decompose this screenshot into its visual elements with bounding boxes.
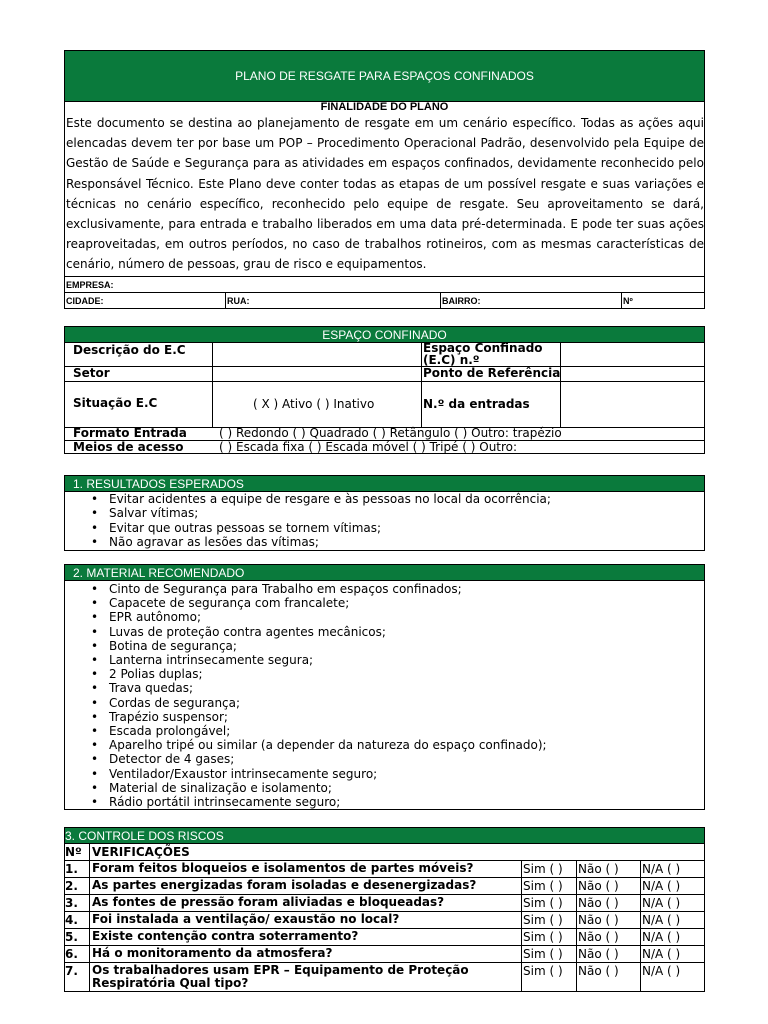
- sim-checkbox[interactable]: Sim ( ): [523, 913, 563, 927]
- nao-checkbox[interactable]: Não ( ): [578, 913, 619, 927]
- sim-checkbox[interactable]: Sim ( ): [523, 896, 563, 910]
- list-item: • Trava quedas;: [65, 681, 704, 695]
- list-item: • Escada prolongável;: [65, 724, 704, 738]
- section2-heading: 2. MATERIAL RECOMENDADO: [64, 564, 705, 581]
- na-checkbox[interactable]: N/A ( ): [642, 930, 681, 944]
- meios-options[interactable]: ( ) Escada fixa ( ) Escada móvel ( ) Tripé ( ) Outro:: [219, 440, 518, 454]
- table-row: [65, 912, 704, 929]
- na-checkbox[interactable]: N/A ( ): [642, 913, 681, 927]
- meios-label: Meios de acesso: [73, 440, 184, 454]
- nao-checkbox[interactable]: Não ( ): [578, 879, 619, 893]
- formato-options[interactable]: ( ) Redondo ( ) Quadrado ( ) Retângulo ( ) Outro: trapézio: [219, 426, 562, 440]
- espaco-numero-label: Espaço Confinado (E.C) n.º: [423, 341, 543, 367]
- purpose-text: Este documento se destina ao planejamento de resgate em um cenário específico. Todas as ações aqui elencadas devem ter por base um POP – Procedimento Operacional Padrão, desenvolvido pela Equipe de Gestão de Saúde e Segurança para as atividades em espaços confinados, devidamente reconhecido pelo Responsável Técnico. Este Plano deve conter todas as etapas de um possível resgate e suas variações e técnicas no cenário específico, reconhecido pelo equipe de resgate. Seu aproveitamento se dará, exclusivamente, para entrada e trabalho liberados em uma data pré-determinada. E pode ter suas ações reaproveitadas, em outros períodos, no caso de trabalhos rotineiros, com as mesmas características de cenário, número de pessoas, grau de risco e equipamentos.: [66, 116, 704, 272]
- table-row: [65, 861, 704, 878]
- verification-text: As fontes de pressão foram aliviadas e bloqueadas?: [92, 895, 445, 909]
- table-row: [65, 878, 704, 895]
- list-item: • Aparelho tripé ou similar (a depender da natureza do espaço confinado);: [65, 738, 704, 752]
- list-item: • Detector de 4 gases;: [65, 752, 704, 766]
- descricao-label: Descrição do E.C: [73, 343, 186, 357]
- list-item: • Evitar acidentes a equipe de resgare e às pessoas no local da ocorrência;: [65, 492, 704, 506]
- list-item: • Material de sinalização e isolamento;: [65, 781, 704, 795]
- table-header-row: [65, 844, 704, 861]
- section3-heading: 3. CONTROLE DOS RISCOS: [64, 827, 705, 844]
- na-checkbox[interactable]: N/A ( ): [642, 947, 681, 961]
- sim-checkbox[interactable]: Sim ( ): [523, 879, 563, 893]
- list-item: • 2 Polias duplas;: [65, 667, 704, 681]
- col-num-header: Nº: [65, 845, 82, 859]
- table-row: [65, 963, 704, 992]
- nao-checkbox[interactable]: Não ( ): [578, 896, 619, 910]
- situacao-options[interactable]: ( X ) Ativo ( ) Inativo: [253, 397, 375, 411]
- sim-checkbox[interactable]: Sim ( ): [523, 930, 563, 944]
- list-item: • Salvar vítimas;: [65, 506, 704, 520]
- cidade-label: CIDADE:: [66, 295, 104, 306]
- list-item: • Cinto de Segurança para Trabalho em espaços confinados;: [65, 582, 704, 596]
- section1-list: [64, 492, 705, 551]
- list-item: • Botina de segurança;: [65, 639, 704, 653]
- sim-checkbox[interactable]: Sim ( ): [523, 947, 563, 961]
- na-checkbox[interactable]: N/A ( ): [642, 862, 681, 876]
- list-item: • Cordas de segurança;: [65, 696, 704, 710]
- section1-heading: 1. RESULTADOS ESPERADOS: [64, 475, 705, 492]
- empresa-label: EMPRESA:: [66, 279, 114, 290]
- list-item: • Capacete de segurança com francalete;: [65, 596, 704, 610]
- list-item: • Rádio portátil intrinsecamente seguro;: [65, 795, 704, 809]
- col-verificacoes-header: VERIFICAÇÕES: [92, 845, 190, 859]
- risk-control-table: [64, 844, 705, 992]
- row-number: 5.: [65, 930, 78, 944]
- na-checkbox[interactable]: N/A ( ): [642, 964, 681, 978]
- verification-text: Foi instalada a ventilação/ exaustão no local?: [92, 912, 400, 926]
- list-item: • Não agravar as lesões das vítimas;: [65, 535, 704, 549]
- address-row: [64, 293, 705, 309]
- confined-space-heading: ESPAÇO CONFINADO: [64, 326, 705, 343]
- list-item: • Trapézio suspensor;: [65, 710, 704, 724]
- document-title: PLANO DE RESGATE PARA ESPAÇOS CONFINADOS: [64, 50, 705, 102]
- row-number: 3.: [65, 896, 78, 910]
- verification-text: Há o monitoramento da atmosfera?: [92, 946, 333, 960]
- nao-checkbox[interactable]: Não ( ): [578, 964, 619, 978]
- list-item: • Evitar que outras pessoas se tornem vítimas;: [65, 521, 704, 535]
- formato-label: Formato Entrada: [73, 426, 187, 440]
- verification-text: As partes energizadas foram isoladas e desenergizadas?: [92, 878, 477, 892]
- table-row: [65, 946, 704, 963]
- verification-text: Os trabalhadores usam EPR – Equipamento de Proteção Respiratória Qual tipo?: [92, 963, 469, 990]
- rua-label: RUA:: [227, 295, 250, 306]
- nao-checkbox[interactable]: Não ( ): [578, 930, 619, 944]
- na-checkbox[interactable]: N/A ( ): [642, 896, 681, 910]
- empresa-row: [64, 277, 705, 293]
- table-row: [65, 895, 704, 912]
- verification-text: Existe contenção contra soterramento?: [92, 929, 359, 943]
- numero-label: Nº: [623, 295, 633, 306]
- situacao-label: Situação E.C: [73, 396, 158, 410]
- list-item: • Lanterna intrinsecamente segura;: [65, 653, 704, 667]
- purpose-box: [64, 101, 705, 277]
- list-item: • EPR autônomo;: [65, 610, 704, 624]
- row-number: 4.: [65, 913, 78, 927]
- row-number: 7.: [65, 964, 78, 978]
- row-number: 1.: [65, 862, 78, 876]
- ponto-referencia-label: Ponto de Referência: [423, 366, 561, 380]
- setor-label: Setor: [73, 366, 110, 380]
- list-item: • Luvas de proteção contra agentes mecânicos;: [65, 625, 704, 639]
- section2-list: [64, 581, 705, 810]
- entradas-label: N.º da entradas: [423, 397, 530, 411]
- sim-checkbox[interactable]: Sim ( ): [523, 964, 563, 978]
- table-row: [65, 929, 704, 946]
- na-checkbox[interactable]: N/A ( ): [642, 879, 681, 893]
- purpose-heading: FINALIDADE DO PLANO: [320, 101, 449, 113]
- bairro-label: BAIRRO:: [442, 295, 481, 306]
- sim-checkbox[interactable]: Sim ( ): [523, 862, 563, 876]
- verification-text: Foram feitos bloqueios e isolamentos de partes móveis?: [92, 861, 474, 875]
- confined-space-table: [64, 343, 705, 454]
- list-item: • Ventilador/Exaustor intrinsecamente seguro;: [65, 767, 704, 781]
- row-number: 6.: [65, 947, 78, 961]
- nao-checkbox[interactable]: Não ( ): [578, 862, 619, 876]
- row-number: 2.: [65, 879, 78, 893]
- nao-checkbox[interactable]: Não ( ): [578, 947, 619, 961]
